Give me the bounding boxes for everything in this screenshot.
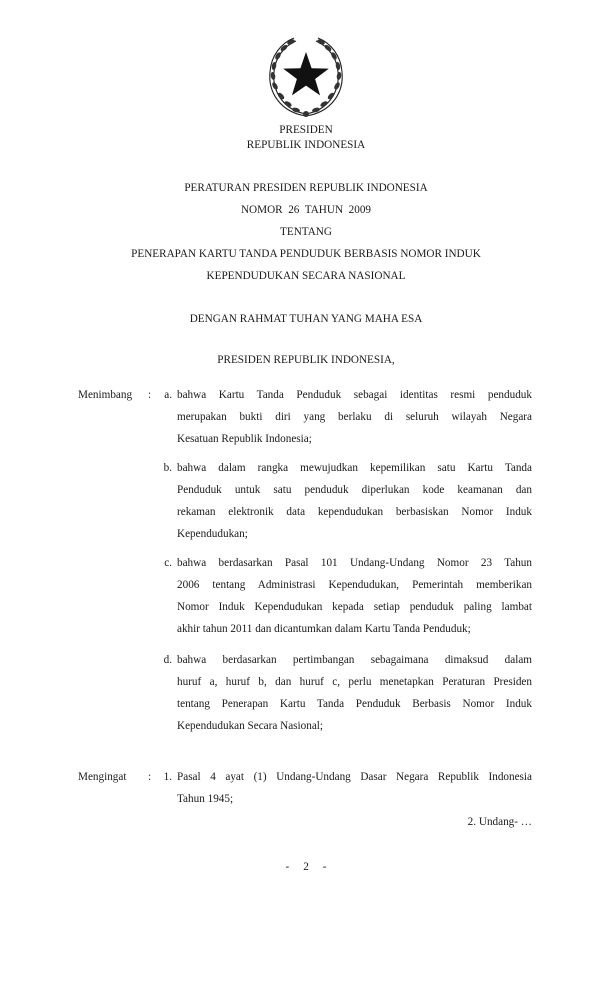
title-regulation: PERATURAN PRESIDEN REPUBLIK INDONESIA	[184, 182, 428, 194]
menimbang-item-a-marker: a.	[164, 389, 172, 401]
mengingat-label: Mengingat	[78, 771, 127, 783]
text-line: huruf a, huruf b, dan huruf c, perlu menetapkan Peraturan Presiden	[177, 676, 532, 688]
text-line: Kependudukan;	[177, 528, 248, 540]
text-line: bahwa dalam rangka mewujudkan kepemilikan satu Kartu Tanda	[177, 462, 532, 474]
menimbang-item-d	[177, 649, 532, 737]
preamble-authority: PRESIDEN REPUBLIK INDONESIA,	[217, 354, 395, 366]
menimbang-item-b-marker: b.	[163, 462, 172, 474]
text-line: bahwa berdasarkan Pasal 101 Undang-Undang Nomor 23 Tahun	[177, 557, 532, 569]
text-line: rekaman elektronik data kependudukan berbasiskan Nomor Induk	[177, 506, 532, 518]
header-republik-indonesia: REPUBLIK INDONESIA	[246, 139, 366, 151]
mengingat-item-1-marker: 1.	[163, 771, 172, 783]
title-number: NOMOR 26 TAHUN 2009	[240, 204, 372, 216]
preamble-blessing: DENGAN RAHMAT TUHAN YANG MAHA ESA	[189, 313, 423, 325]
text-line: Pasal 4 ayat (1) Undang-Undang Dasar Negara Republik Indonesia	[177, 771, 532, 783]
text-line: Penduduk untuk satu penduduk diperlukan kode keamanan dan	[177, 484, 532, 496]
text-line: tentang Penerapan Kartu Tanda Penduduk Berbasis Nomor Induk	[177, 698, 532, 710]
header-presiden: PRESIDEN	[279, 124, 333, 136]
title-tentang: TENTANG	[280, 226, 332, 238]
text-line: Kependudukan Secara Nasional;	[177, 720, 324, 732]
text-line: Tahun 1945;	[177, 793, 234, 805]
continuation-marker: 2. Undang- …	[467, 816, 532, 828]
title-subject-line1: PENERAPAN KARTU TANDA PENDUDUK BERBASIS NOMOR INDUK	[131, 248, 481, 260]
menimbang-item-d-marker: d.	[163, 654, 172, 666]
text-line: Nomor Induk Kependudukan kepada setiap penduduk paling lambat	[177, 601, 532, 613]
presidential-emblem-icon	[266, 36, 346, 120]
menimbang-item-c-marker: c.	[164, 557, 172, 569]
text-line: bahwa berdasarkan pertimbangan sebagaimana dimaksud dalam	[177, 654, 532, 666]
text-line: 2006 tentang Administrasi Kependudukan, Pemerintah memberikan	[177, 579, 532, 591]
menimbang-item-b	[177, 457, 532, 545]
page-number: - 2 -	[285, 861, 327, 873]
mengingat-colon: :	[148, 771, 152, 783]
menimbang-item-c	[177, 552, 532, 640]
text-line: merupakan bukti diri yang berlaku di seluruh wilayah Negara	[177, 411, 532, 423]
text-line: Kesatuan Republik Indonesia;	[177, 433, 312, 445]
text-line: akhir tahun 2011 dan dicantumkan dalam Kartu Tanda Penduduk;	[177, 623, 471, 635]
text-line: bahwa Kartu Tanda Penduduk sebagai identitas resmi penduduk	[177, 389, 532, 401]
mengingat-item-1	[177, 766, 532, 810]
menimbang-item-a	[177, 384, 532, 450]
menimbang-colon: :	[148, 389, 152, 401]
title-subject-line2: KEPENDUDUKAN SECARA NASIONAL	[206, 270, 406, 282]
menimbang-label: Menimbang	[78, 389, 133, 401]
